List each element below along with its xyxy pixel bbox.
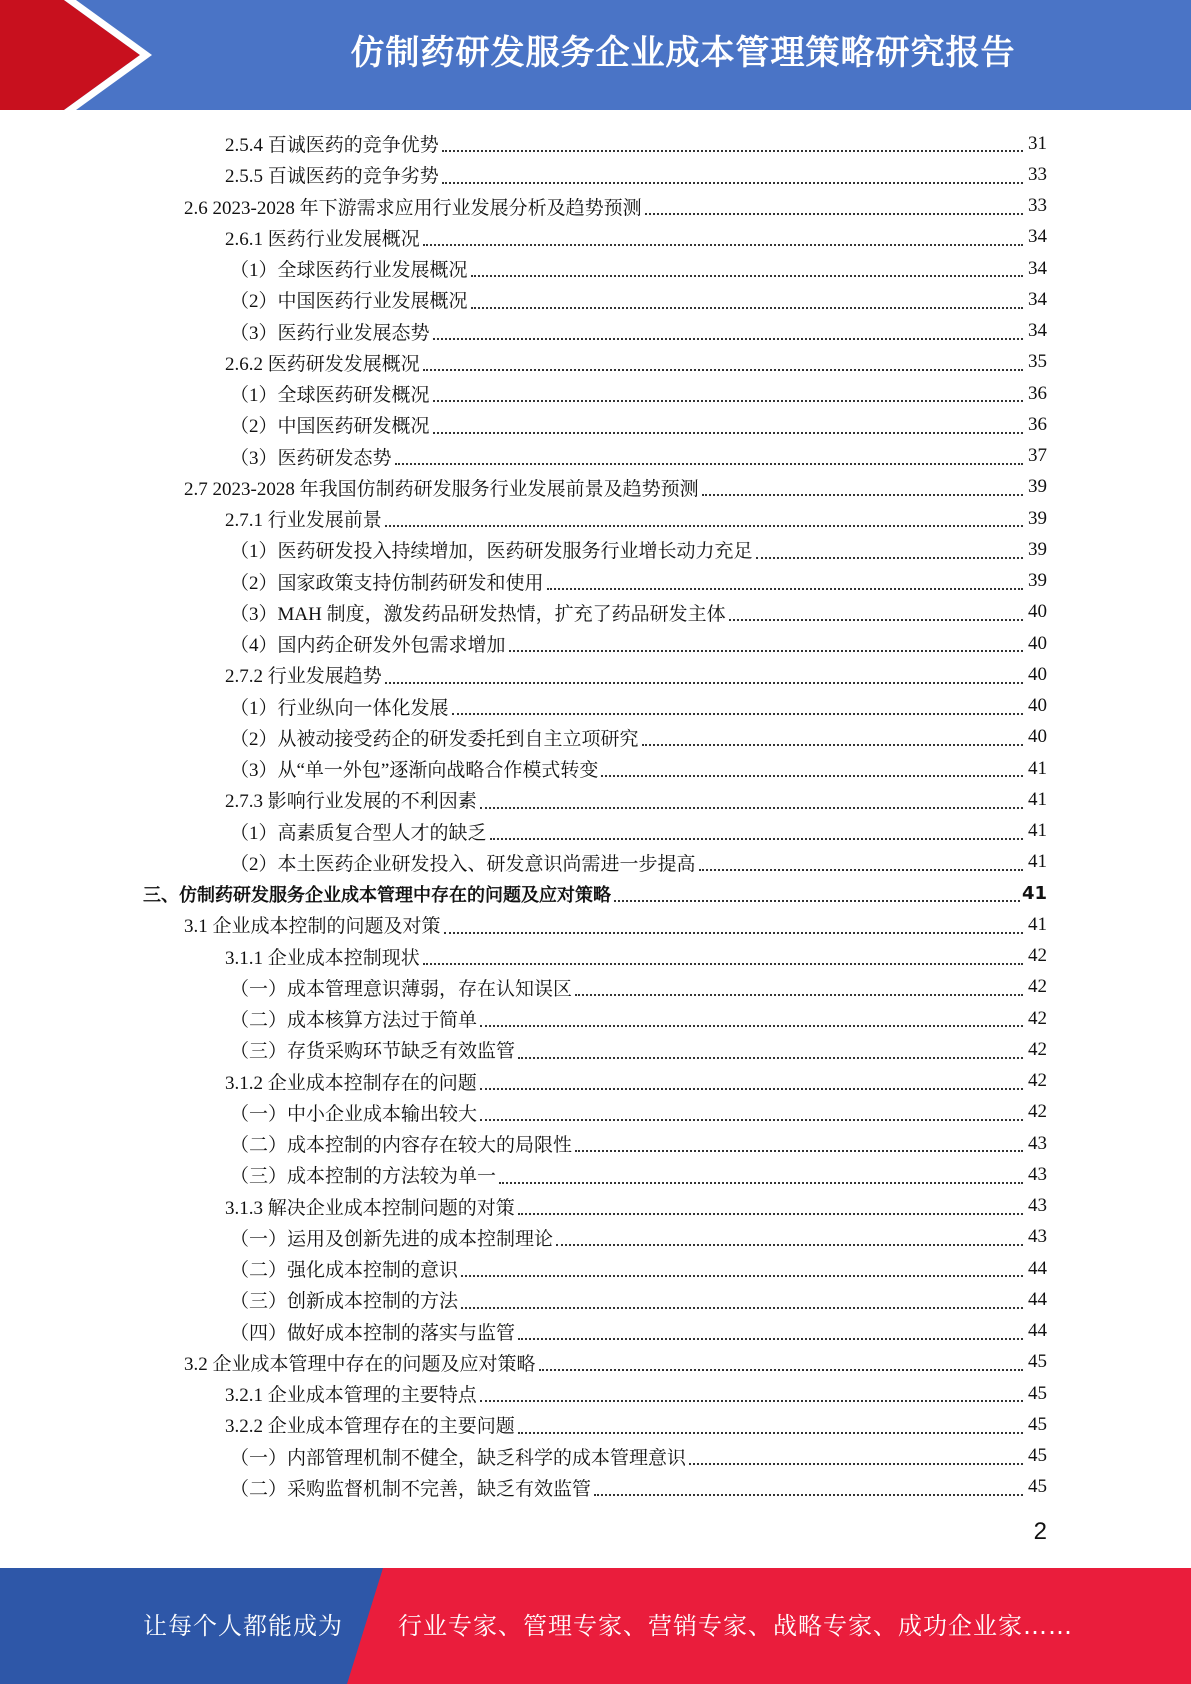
- toc-entry-page: 37: [1028, 445, 1047, 467]
- toc-entry-page: 43: [1028, 1195, 1047, 1217]
- toc-dot-leader: [480, 807, 1023, 809]
- toc-entry[interactable]: [0, 128, 1191, 159]
- toc-entry-title: 2.7.3 影响行业发展的不利因素: [225, 791, 477, 813]
- toc-entry-page: 31: [1028, 132, 1047, 154]
- toc-entry-page: 39: [1028, 507, 1047, 529]
- toc-dot-leader: [756, 557, 1023, 559]
- toc-entry-title: 2.6.2 医药研发发展概况: [225, 353, 420, 375]
- toc-entry-title: 2.7.2 行业发展趋势: [225, 666, 382, 688]
- toc-entry-page: 41: [1028, 788, 1047, 810]
- toc-entry[interactable]: [0, 941, 1191, 972]
- toc-dot-leader: [442, 182, 1023, 184]
- toc-entry[interactable]: [0, 1472, 1191, 1503]
- toc-dot-leader: [594, 1494, 1023, 1496]
- toc-entry-title: （二）采购监督机制不完善，缺乏有效监管: [230, 1478, 592, 1500]
- toc-entry[interactable]: [0, 722, 1191, 753]
- toc-entry[interactable]: [0, 1097, 1191, 1128]
- toc-entry-page: 34: [1028, 226, 1047, 248]
- toc-entry-title: （一）内部管理机制不健全，缺乏科学的成本管理意识: [230, 1447, 687, 1469]
- toc-dot-leader: [642, 744, 1023, 746]
- toc-entry[interactable]: [0, 972, 1191, 1003]
- toc-entry-title: 3.2.2 企业成本管理存在的主要问题: [225, 1416, 515, 1438]
- toc-dot-leader: [433, 338, 1023, 340]
- toc-dot-leader: [699, 869, 1023, 871]
- toc-entry[interactable]: [0, 909, 1191, 940]
- toc-dot-leader: [423, 244, 1023, 246]
- toc-dot-leader: [385, 525, 1023, 527]
- toc-entry-page: 43: [1028, 1226, 1047, 1248]
- toc-entry[interactable]: [0, 159, 1191, 190]
- toc-entry-title: 3.1 企业成本控制的问题及对策: [184, 916, 441, 938]
- footer-slogan-right: 行业专家、管理专家、营销专家、战略专家、成功企业家……: [398, 1612, 1073, 1640]
- toc-entry-title: （3）从“单一外包”逐渐向战略合作模式转变: [230, 760, 599, 782]
- toc-entry[interactable]: [0, 878, 1191, 909]
- toc-entry-page: 44: [1028, 1257, 1047, 1279]
- toc-entry-title: （4）国内药企研发外包需求增加: [230, 635, 506, 657]
- toc-entry-title: 2.6.1 医药行业发展概况: [225, 228, 420, 250]
- toc-entry[interactable]: [0, 1034, 1191, 1065]
- footer-slogan-left: 让每个人都能成为: [143, 1612, 343, 1640]
- toc-entry-title: （三）成本控制的方法较为单一: [230, 1166, 497, 1188]
- toc-entry-title: （2）从被动接受药企的研发委托到自主立项研究: [230, 728, 639, 750]
- toc-entry[interactable]: [0, 753, 1191, 784]
- toc-entry[interactable]: [0, 1066, 1191, 1097]
- toc-entry[interactable]: [0, 1253, 1191, 1284]
- toc-entry-page: 33: [1028, 163, 1047, 185]
- toc-entry-page: 42: [1028, 1038, 1047, 1060]
- toc-dot-leader: [601, 775, 1023, 777]
- toc-dot-leader: [547, 588, 1023, 590]
- toc-entry-title: 2.7.1 行业发展前景: [225, 510, 382, 532]
- toc-dot-leader: [518, 1432, 1023, 1434]
- toc-entry[interactable]: [0, 847, 1191, 878]
- toc-dot-leader: [499, 1182, 1023, 1184]
- toc-entry-title: 3.1.3 解决企业成本控制问题的对策: [225, 1197, 515, 1219]
- toc-entry[interactable]: [0, 659, 1191, 690]
- toc-entry-page: 41: [1028, 757, 1047, 779]
- toc-entry-title: （二）强化成本控制的意识: [230, 1260, 459, 1282]
- toc-entry[interactable]: [0, 378, 1191, 409]
- toc-entry-title: （1）全球医药行业发展概况: [230, 260, 468, 282]
- toc-entry-page: 34: [1028, 320, 1047, 342]
- toc-entry-page: 39: [1028, 476, 1047, 498]
- toc-entry-page: 45: [1028, 1476, 1047, 1498]
- toc-entry[interactable]: [0, 222, 1191, 253]
- toc-entry-title: （3）医药研发态势: [230, 447, 392, 469]
- toc-entry-title: （3）医药行业发展态势: [230, 322, 430, 344]
- toc-dot-leader: [471, 307, 1023, 309]
- toc-dot-leader: [444, 932, 1023, 934]
- toc-dot-leader: [480, 1088, 1023, 1090]
- toc-entry-page: 41: [1021, 883, 1047, 905]
- toc-entry-title: （三）创新成本控制的方法: [230, 1291, 459, 1313]
- toc-entry-title: 2.5.4 百诚医药的竞争优势: [225, 135, 439, 157]
- toc-dot-leader: [518, 1338, 1023, 1340]
- toc-entry-page: 43: [1028, 1132, 1047, 1154]
- toc-entry[interactable]: [0, 1191, 1191, 1222]
- toc-entry-page: 41: [1028, 820, 1047, 842]
- toc-entry[interactable]: [0, 284, 1191, 315]
- toc-entry[interactable]: [0, 347, 1191, 378]
- toc-entry[interactable]: [0, 409, 1191, 440]
- toc-entry[interactable]: [0, 1159, 1191, 1190]
- toc-entry-title: （一）中小企业成本输出较大: [230, 1103, 478, 1125]
- toc-entry[interactable]: [0, 784, 1191, 815]
- toc-entry-page: 34: [1028, 288, 1047, 310]
- toc-entry[interactable]: [0, 1378, 1191, 1409]
- toc-entry-page: 39: [1028, 538, 1047, 560]
- toc-entry[interactable]: [0, 1316, 1191, 1347]
- toc-dot-leader: [509, 650, 1023, 652]
- toc-dot-leader: [423, 963, 1023, 965]
- toc-dot-leader: [689, 1463, 1023, 1465]
- toc-entry[interactable]: [0, 1222, 1191, 1253]
- toc-entry-page: 40: [1028, 726, 1047, 748]
- toc-dot-leader: [471, 275, 1023, 277]
- toc-dot-leader: [539, 1369, 1023, 1371]
- toc-entry[interactable]: [0, 441, 1191, 472]
- toc-entry-page: 33: [1028, 195, 1047, 217]
- toc-entry[interactable]: [0, 316, 1191, 347]
- toc-entry-page: 41: [1028, 913, 1047, 935]
- toc-dot-leader: [729, 619, 1023, 621]
- toc-dot-leader: [556, 1244, 1023, 1246]
- header-banner: [0, 0, 1191, 110]
- toc-dot-leader: [433, 400, 1023, 402]
- toc-dot-leader: [395, 463, 1023, 465]
- toc-entry-title: （1）行业纵向一体化发展: [230, 697, 449, 719]
- toc-entry-title: （2）中国医药行业发展概况: [230, 291, 468, 313]
- toc-entry[interactable]: [0, 1409, 1191, 1440]
- toc-entry-title: （一）成本管理意识薄弱，存在认知误区: [230, 978, 573, 1000]
- toc-entry-title: （一）运用及创新先进的成本控制理论: [230, 1228, 554, 1250]
- toc-entry-title: 3.2 企业成本管理中存在的问题及应对策略: [184, 1353, 536, 1375]
- toc-entry-title: （1）全球医药研发概况: [230, 385, 430, 407]
- toc-entry[interactable]: [0, 1441, 1191, 1472]
- toc-entry-title: （二）成本核算方法过于简单: [230, 1010, 478, 1032]
- toc-entry-title: （2）中国医药研发概况: [230, 416, 430, 438]
- toc-entry-title: 2.6 2023-2028 年下游需求应用行业发展分析及趋势预测: [184, 197, 642, 219]
- toc-entry-page: 44: [1028, 1320, 1047, 1342]
- toc-entry[interactable]: [0, 472, 1191, 503]
- toc-entry-title: 3.2.1 企业成本管理的主要特点: [225, 1385, 477, 1407]
- toc-entry-title: （三）存货采购环节缺乏有效监管: [230, 1041, 516, 1063]
- toc-entry-page: 40: [1028, 632, 1047, 654]
- toc-dot-leader: [385, 682, 1023, 684]
- toc-entry-page: 45: [1028, 1351, 1047, 1373]
- toc-entry-page: 34: [1028, 257, 1047, 279]
- toc-entry[interactable]: [0, 534, 1191, 565]
- toc-dot-leader: [442, 150, 1023, 152]
- toc-dot-leader: [480, 1025, 1023, 1027]
- toc-entry-page: 39: [1028, 570, 1047, 592]
- toc-entry-page: 45: [1028, 1382, 1047, 1404]
- toc-entry-title: 2.7 2023-2028 年我国仿制药研发服务行业发展前景及趋势预测: [184, 478, 699, 500]
- toc-dot-leader: [480, 1119, 1023, 1121]
- toc-entry[interactable]: [0, 597, 1191, 628]
- toc-entry-title: 三、仿制药研发服务企业成本管理中存在的问题及应对策略: [143, 884, 611, 906]
- toc-entry-title: 3.1.1 企业成本控制现状: [225, 947, 420, 969]
- chevron-arrow-icon: [0, 0, 160, 110]
- footer-banner: [0, 1568, 1191, 1684]
- toc-entry-page: 45: [1028, 1445, 1047, 1467]
- toc-entry-title: （2）本土医药企业研发投入、研发意识尚需进一步提高: [230, 853, 696, 875]
- toc-dot-leader: [461, 1307, 1023, 1309]
- toc-dot-leader: [452, 713, 1023, 715]
- toc-dot-leader: [480, 1400, 1023, 1402]
- toc-entry-page: 35: [1028, 351, 1047, 373]
- toc-dot-leader: [433, 432, 1023, 434]
- toc-entry[interactable]: [0, 503, 1191, 534]
- toc-entry-title: （1）高素质复合型人才的缺乏: [230, 822, 487, 844]
- toc-dot-leader: [461, 1275, 1023, 1277]
- toc-entry-page: 40: [1028, 663, 1047, 685]
- toc-dot-leader: [518, 1057, 1023, 1059]
- toc-dot-leader: [702, 494, 1023, 496]
- toc-entry-title: （二）成本控制的内容存在较大的局限性: [230, 1135, 573, 1157]
- page-number: 2: [1033, 1518, 1047, 1545]
- table-of-contents: [0, 128, 1191, 1503]
- toc-dot-leader: [614, 900, 1020, 902]
- toc-entry[interactable]: [0, 253, 1191, 284]
- toc-dot-leader: [645, 213, 1023, 215]
- toc-entry[interactable]: [0, 628, 1191, 659]
- toc-entry-page: 45: [1028, 1413, 1047, 1435]
- toc-entry[interactable]: [0, 1003, 1191, 1034]
- toc-dot-leader: [490, 838, 1023, 840]
- toc-entry[interactable]: [0, 1284, 1191, 1315]
- toc-entry[interactable]: [0, 566, 1191, 597]
- toc-dot-leader: [518, 1213, 1023, 1215]
- toc-entry-page: 44: [1028, 1288, 1047, 1310]
- toc-dot-leader: [423, 369, 1023, 371]
- toc-entry-page: 40: [1028, 601, 1047, 623]
- toc-entry-title: （1）医药研发投入持续增加，医药研发服务行业增长动力充足: [230, 541, 753, 563]
- toc-entry-title: 3.1.2 企业成本控制存在的问题: [225, 1072, 477, 1094]
- toc-entry[interactable]: [0, 191, 1191, 222]
- toc-entry-page: 42: [1028, 1007, 1047, 1029]
- toc-entry-page: 40: [1028, 695, 1047, 717]
- toc-entry-page: 36: [1028, 382, 1047, 404]
- toc-entry-page: 42: [1028, 1070, 1047, 1092]
- toc-dot-leader: [575, 994, 1023, 996]
- toc-entry[interactable]: [0, 1347, 1191, 1378]
- toc-entry[interactable]: [0, 691, 1191, 722]
- toc-entry-title: （2）国家政策支持仿制药研发和使用: [230, 572, 544, 594]
- toc-entry-page: 42: [1028, 945, 1047, 967]
- toc-dot-leader: [575, 1150, 1023, 1152]
- page-title: 仿制药研发服务企业成本管理策略研究报告: [350, 33, 1016, 73]
- toc-entry[interactable]: [0, 816, 1191, 847]
- toc-entry-page: 42: [1028, 1101, 1047, 1123]
- toc-entry[interactable]: [0, 1128, 1191, 1159]
- toc-entry-title: （四）做好成本控制的落实与监管: [230, 1322, 516, 1344]
- toc-entry-page: 42: [1028, 976, 1047, 998]
- toc-entry-page: 43: [1028, 1163, 1047, 1185]
- toc-entry-title: 2.5.5 百诚医药的竞争劣势: [225, 166, 439, 188]
- toc-entry-page: 41: [1028, 851, 1047, 873]
- toc-entry-title: （3）MAH 制度，激发药品研发热情，扩充了药品研发主体: [230, 603, 726, 625]
- toc-entry-page: 36: [1028, 413, 1047, 435]
